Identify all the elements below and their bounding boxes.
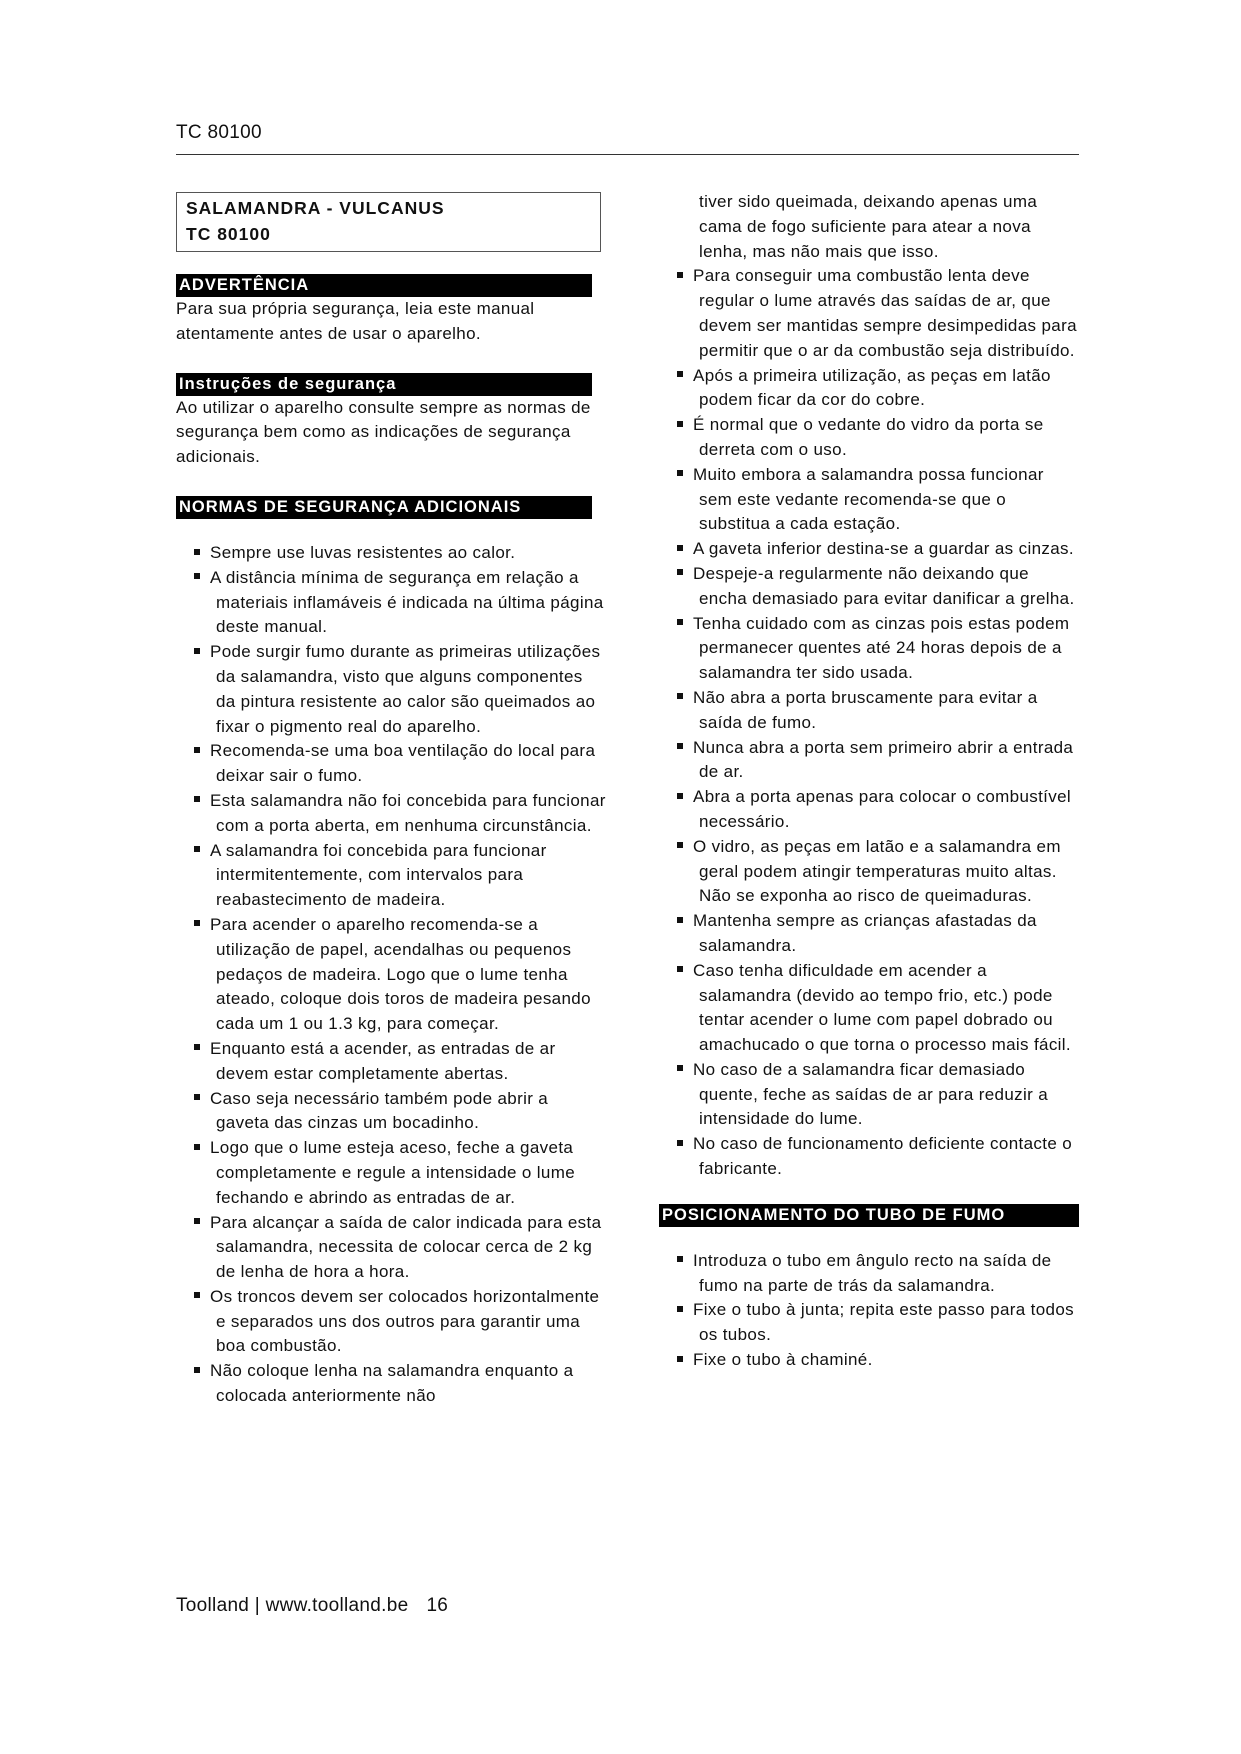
advertencia-text: Para sua própria segurança, leia este manual atentamente antes de usar o aparelho. xyxy=(176,299,535,343)
list-item: Recomenda-se uma boa ventilação do local para deixar sair o fumo. xyxy=(176,739,606,789)
list-item: Para conseguir uma combustão lenta deve regular o lume através das saídas de ar, que devem ser mantidas sempre desimpedidas para permitir que o ar da combustão seja distribuído. xyxy=(659,264,1079,363)
header-divider xyxy=(176,154,1079,155)
list-item: Nunca abra a porta sem primeiro abrir a entrada de ar. xyxy=(659,736,1079,786)
normas-list-continued xyxy=(659,264,1079,1181)
footer-text: Toolland | www.toolland.be xyxy=(176,1595,409,1616)
list-item: Despeje-a regularmente não deixando que encha demasiado para evitar danificar a grelha. xyxy=(659,562,1079,612)
list-item: Para alcançar a saída de calor indicada para esta salamandra, necessita de colocar cerca de 2 kg de lenha de hora a hora. xyxy=(176,1211,606,1285)
list-item: Muito embora a salamandra possa funcionar sem este vedante recomenda-se que o substitua a cada estação. xyxy=(659,463,1079,537)
list-item: Fixe o tubo à junta; repita este passo para todos os tubos. xyxy=(659,1298,1079,1348)
list-item: Mantenha sempre as crianças afastadas da salamandra. xyxy=(659,909,1079,959)
list-item: Os troncos devem ser colocados horizontalmente e separados uns dos outros para garantir uma boa combustão. xyxy=(176,1285,606,1359)
instrucoes-text: Ao utilizar o aparelho consulte sempre as normas de segurança bem como as indicações de segurança adicionais. xyxy=(176,397,591,467)
product-model: TC 80100 xyxy=(186,224,271,244)
list-item-continuation: tiver sido queimada, deixando apenas uma cama de fogo suficiente para atear a nova lenha, mas não mais que isso. xyxy=(699,192,1038,261)
tubo-heading: POSICIONAMENTO DO TUBO DE FUMO xyxy=(659,1204,1079,1227)
list-item: No caso de a salamandra ficar demasiado quente, feche as saídas de ar para reduzir a intensidade do lume. xyxy=(659,1058,1079,1132)
list-item: Não abra a porta bruscamente para evitar a saída de fumo. xyxy=(659,686,1079,736)
list-item: Abra a porta apenas para colocar o combustível necessário. xyxy=(659,785,1079,835)
list-item: No caso de funcionamento deficiente contacte o fabricante. xyxy=(659,1132,1079,1182)
tubo-list xyxy=(659,1249,1079,1373)
right-column xyxy=(659,190,1079,1373)
instrucoes-heading: Instruções de segurança xyxy=(176,373,592,396)
list-item: Tenha cuidado com as cinzas pois estas podem permanecer quentes até 24 horas depois de a salamandra ter sido usada. xyxy=(659,612,1079,686)
page-number: 16 xyxy=(426,1595,449,1616)
list-item: Esta salamandra não foi concebida para funcionar com a porta aberta, em nenhuma circunstância. xyxy=(176,789,606,839)
document-code: TC 80100 xyxy=(176,122,262,143)
list-item: É normal que o vedante do vidro da porta se derreta com o uso. xyxy=(659,413,1079,463)
list-item: A gaveta inferior destina-se a guardar as cinzas. xyxy=(659,537,1079,562)
list-item: Não coloque lenha na salamandra enquanto a colocada anteriormente não xyxy=(176,1359,606,1409)
product-title: SALAMANDRA - VULCANUS xyxy=(186,198,445,218)
normas-heading: NORMAS DE SEGURANÇA ADICIONAIS xyxy=(176,496,592,519)
normas-list xyxy=(176,541,606,1409)
list-item: Caso tenha dificuldade em acender a salamandra (devido ao tempo frio, etc.) pode tentar acender o lume com papel dobrado ou amachucado o que torna o processo mais fácil. xyxy=(659,959,1079,1058)
list-item: Pode surgir fumo durante as primeiras utilizações da salamandra, visto que alguns componentes da pintura resistente ao calor são queimados ao fixar o pigmento real do aparelho. xyxy=(176,640,606,739)
advertencia-heading: ADVERTÊNCIA xyxy=(176,274,592,297)
page-footer xyxy=(176,1595,448,1617)
list-item: Fixe o tubo à chaminé. xyxy=(659,1348,1079,1373)
list-item: Sempre use luvas resistentes ao calor. xyxy=(176,541,606,566)
list-item: Para acender o aparelho recomenda-se a utilização de papel, acendalhas ou pequenos pedaços de madeira. Logo que o lume tenha ateado, coloque dois toros de madeira pesando cada um 1 ou 1.3 kg, para começar. xyxy=(176,913,606,1037)
list-item: Enquanto está a acender, as entradas de ar devem estar completamente abertas. xyxy=(176,1037,606,1087)
list-item: Após a primeira utilização, as peças em latão podem ficar da cor do cobre. xyxy=(659,364,1079,414)
list-item: Introduza o tubo em ângulo recto na saída de fumo na parte de trás da salamandra. xyxy=(659,1249,1079,1299)
list-item: A salamandra foi concebida para funcionar intermitentemente, com intervalos para reabastecimento de madeira. xyxy=(176,839,606,913)
product-title-box xyxy=(176,192,601,252)
list-item: A distância mínima de segurança em relação a materiais inflamáveis é indicada na última página deste manual. xyxy=(176,566,606,640)
list-item: Caso seja necessário também pode abrir a gaveta das cinzas um bocadinho. xyxy=(176,1087,606,1137)
left-column xyxy=(176,192,606,1409)
list-item: O vidro, as peças em latão e a salamandra em geral podem atingir temperaturas muito altas. Não se exponha ao risco de queimaduras. xyxy=(659,835,1079,909)
list-item: Logo que o lume esteja aceso, feche a gaveta completamente e regule a intensidade o lume fechando e abrindo as entradas de ar. xyxy=(176,1136,606,1210)
